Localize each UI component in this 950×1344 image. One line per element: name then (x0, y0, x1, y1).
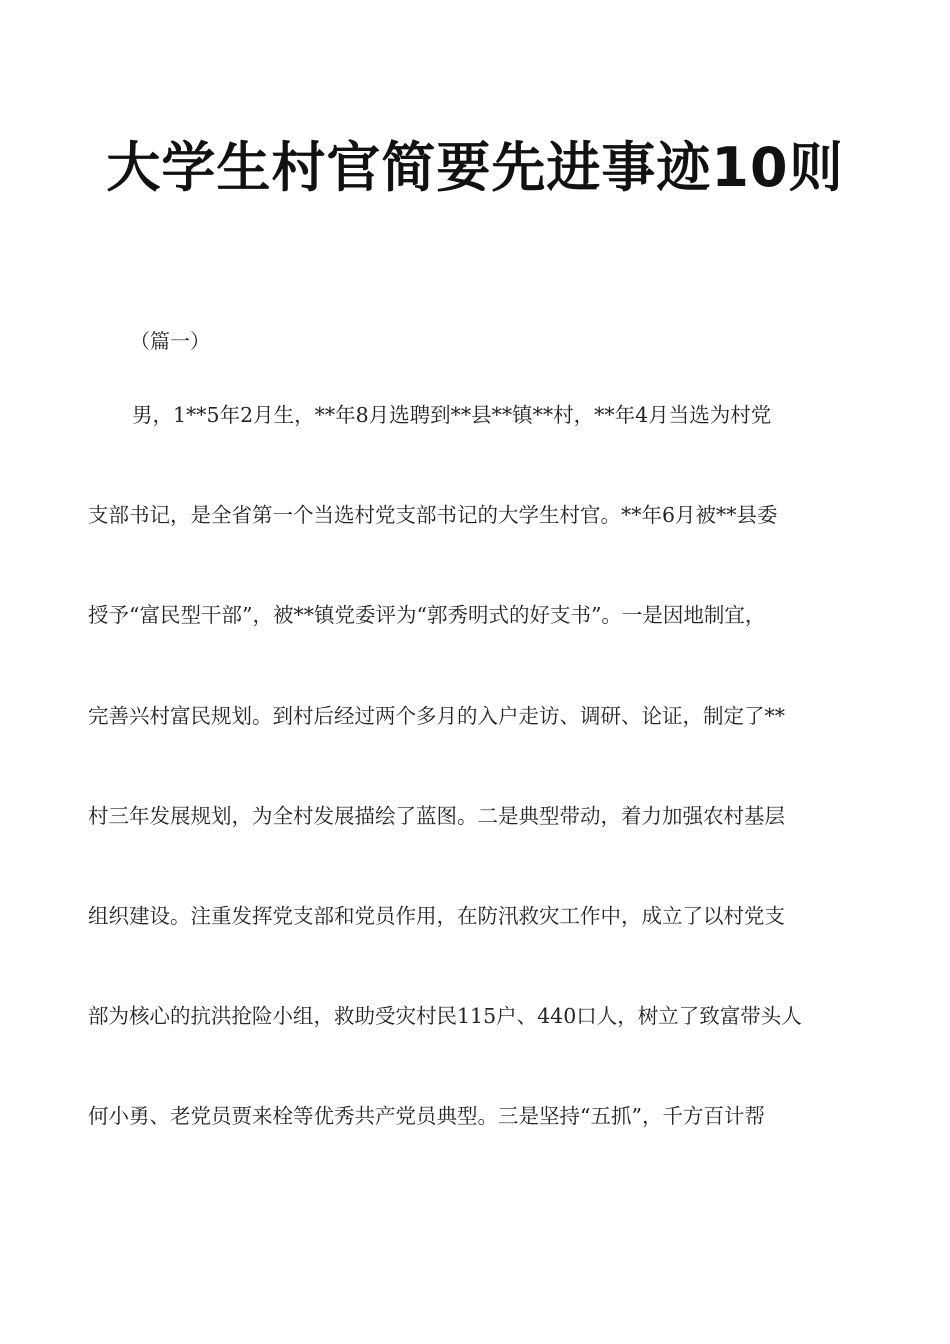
body-line: 男，1**5年2月生，**年8月选聘到**县**镇**村，**年4月当选为村党 (132, 403, 772, 427)
document-title: 大学生村官简要先进事迹10则 (106, 136, 844, 199)
body-line: 完善兴村富民规划。到村后经过两个多月的入户走访、调研、论证，制定了** (88, 704, 785, 728)
body-line: 支部书记，是全省第一个当选村党支部书记的大学生村官。**年6月被**县委 (88, 503, 778, 527)
body-line: 村三年发展规划，为全村发展描绘了蓝图。二是典型带动，着力加强农村基层 (88, 804, 785, 828)
body-line: 授予“富民型干部”，被**镇党委评为“郭秀明式的好支书”。一是因地制宜， (88, 603, 766, 627)
body-line: 何小勇、老党员贾来栓等优秀共产党员典型。三是坚持“五抓”，千方百计帮 (88, 1104, 765, 1128)
body-line: 组织建设。注重发挥党支部和党员作用，在防汛救灾工作中，成立了以村党支 (88, 904, 785, 928)
section-label: （篇一） (130, 329, 210, 353)
body-line: 部为核心的抗洪抢险小组，救助受灾村民115户、440口人，树立了致富带头人 (88, 1004, 802, 1028)
